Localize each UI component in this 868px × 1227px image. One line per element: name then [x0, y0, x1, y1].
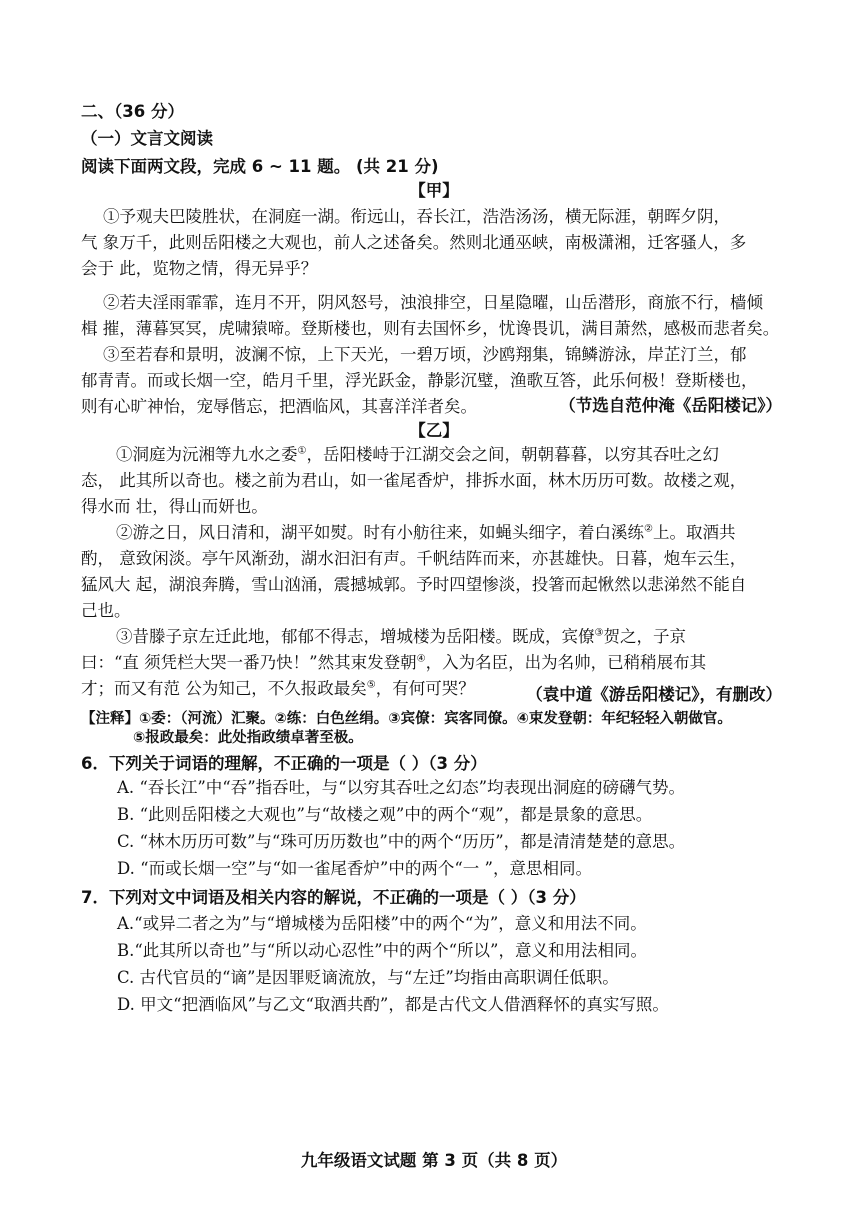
yi-line: 才；而又有范 公为知己，不久报政最矣⑤，有何可哭？: [81, 679, 475, 698]
yi-line: 酌， 意致闲淡。亭午风渐劲，湖水汩汩有声。千帆结阵而来，亦甚雄快。日暮，炮车云生，: [81, 549, 747, 568]
question-6-option: D. “而或长烟一空”与“如一雀尾香炉”中的两个“一 ”，意思相同。: [117, 859, 592, 878]
jia-line: 郁青青。而或长烟一空，皓月千里，浮光跃金，静影沉璧，渔歌互答，此乐何极！登斯楼也，: [81, 371, 758, 390]
question-7-option: A.“或异二者之为”与“增城楼为岳阳楼”中的两个“为”，意义和用法不同。: [117, 914, 647, 933]
section-heading: 二、（36 分）: [81, 102, 184, 121]
footnote-ref: ③: [594, 627, 604, 639]
question-6-stem: 6．下列关于词语的理解，不正确的一项是（ ）（3 分）: [81, 754, 487, 773]
jia-line: ③至若春和景明，波澜不惊，上下天光，一碧万顷，沙鸥翔集，锦鳞游泳，岸芷汀兰，郁: [103, 345, 747, 364]
question-6-option: B. “此则岳阳楼之大观也”与“故楼之观”中的两个“观”，都是景象的意思。: [117, 805, 653, 824]
notes-line: 【注释】①委：（河流）汇聚。②练：白色丝绢。③宾僚：宾客同僚。④束发登朝：年纪轻轻入朝做官。: [81, 711, 732, 727]
footnote-ref: ①: [297, 445, 307, 457]
jia-line: 楫 摧，薄暮冥冥，虎啸猿啼。登斯楼也，则有去国怀乡，忧谗畏讥，满目萧然，感极而悲者矣。: [81, 319, 780, 338]
question-6-option: A. “吞长江”中“吞”指吞吐，与“以穷其吞吐之幻态”均表现出洞庭的磅礴气势。: [117, 778, 686, 797]
footnote-ref: ②: [644, 523, 653, 535]
yi-line: 态， 此其所以奇也。楼之前为君山，如一雀尾香炉，排拆水面，林木历历可数。故楼之观，: [81, 471, 747, 490]
question-7-option: D. 甲文“把酒临风”与乙文“取酒共酌”，都是古代文人借酒释怀的真实写照。: [117, 995, 669, 1014]
yi-line: 得水而 壮，得山而妍也。: [81, 497, 268, 516]
question-7-option: C. 古代官员的“谪”是因罪贬谪流放，与“左迁”均指由高职调任低职。: [117, 968, 619, 987]
question-7-option: B.“此其所以奇也”与“所以动心忍性”中的两个“所以”，意义和用法相同。: [117, 941, 647, 960]
yi-line: ③昔滕子京左迁此地，郁郁不得志，增城楼为岳阳楼。既成，宾僚③贺之，子京: [116, 627, 686, 646]
yi-line: ②游之日，风日清和，湖平如熨。时有小舫往来，如蝇头细字，着白溪练②上。取酒共: [116, 523, 736, 542]
jia-line: 会于 此，览物之情，得无异乎？: [81, 259, 318, 278]
yi-line: 曰：“直 须凭栏大哭一番乃快！”然其束发登朝④，入为名臣，出为名帅，已稍稍展布其: [81, 653, 707, 672]
yi-line: 猛风大 起，湖浪奔腾，雪山汹涌，震撼城郭。予时四望惨淡，投箸而起愀然以悲涕然不能自: [81, 575, 747, 594]
passage-yi-label: 【乙】: [409, 421, 459, 440]
question-6-option: C. “林木历历可数”与“珠可历历数也”中的两个“历历”，都是清清楚楚的意思。: [117, 832, 686, 851]
jia-source: （节选自范仲淹《岳阳楼记》）: [559, 396, 782, 415]
passage-jia-label: 【甲】: [409, 181, 459, 200]
section-subheading: （一）文言文阅读: [81, 129, 213, 148]
page-footer: 九年级语文试题 第 3 页（共 8 页）: [300, 1151, 568, 1170]
yi-source: （袁中道《游岳阳楼记》，有删改）: [526, 685, 782, 704]
footnote-ref: ④: [416, 653, 426, 665]
instruction: 阅读下面两文段，完成 6 ~ 11 题。 (共 21 分): [81, 157, 439, 176]
yi-line: 己也。: [81, 601, 131, 620]
yi-line: ①洞庭为沅湘等九水之委①，岳阳楼峙于江湖交会之间，朝朝暮暮，以穷其吞吐之幻: [116, 445, 719, 464]
notes-line: ⑤报政最矣：此处指政绩卓著至极。: [133, 730, 363, 746]
question-7-stem: 7．下列对文中词语及相关内容的解说，不正确的一项是（ ）（3 分）: [81, 888, 586, 907]
jia-line: ①予观夫巴陵胜状，在洞庭一湖。衔远山，吞长江，浩浩汤汤，横无际涯，朝晖夕阴，: [103, 207, 730, 226]
jia-line: ②若夫淫雨霏霏，连月不开，阴风怒号，浊浪排空，日星隐曜，山岳潜形，商旅不行，樯倾: [103, 293, 763, 312]
footnote-ref: ⑤: [366, 679, 376, 691]
jia-line: 则有心旷神怡，宠辱偕忘，把酒临风，其喜洋洋者矣。: [81, 397, 477, 416]
jia-line: 气 象万千，此则岳阳楼之大观也，前人之述备矣。然则北通巫峡，南极潇湘，迁客骚人，多: [81, 233, 747, 252]
